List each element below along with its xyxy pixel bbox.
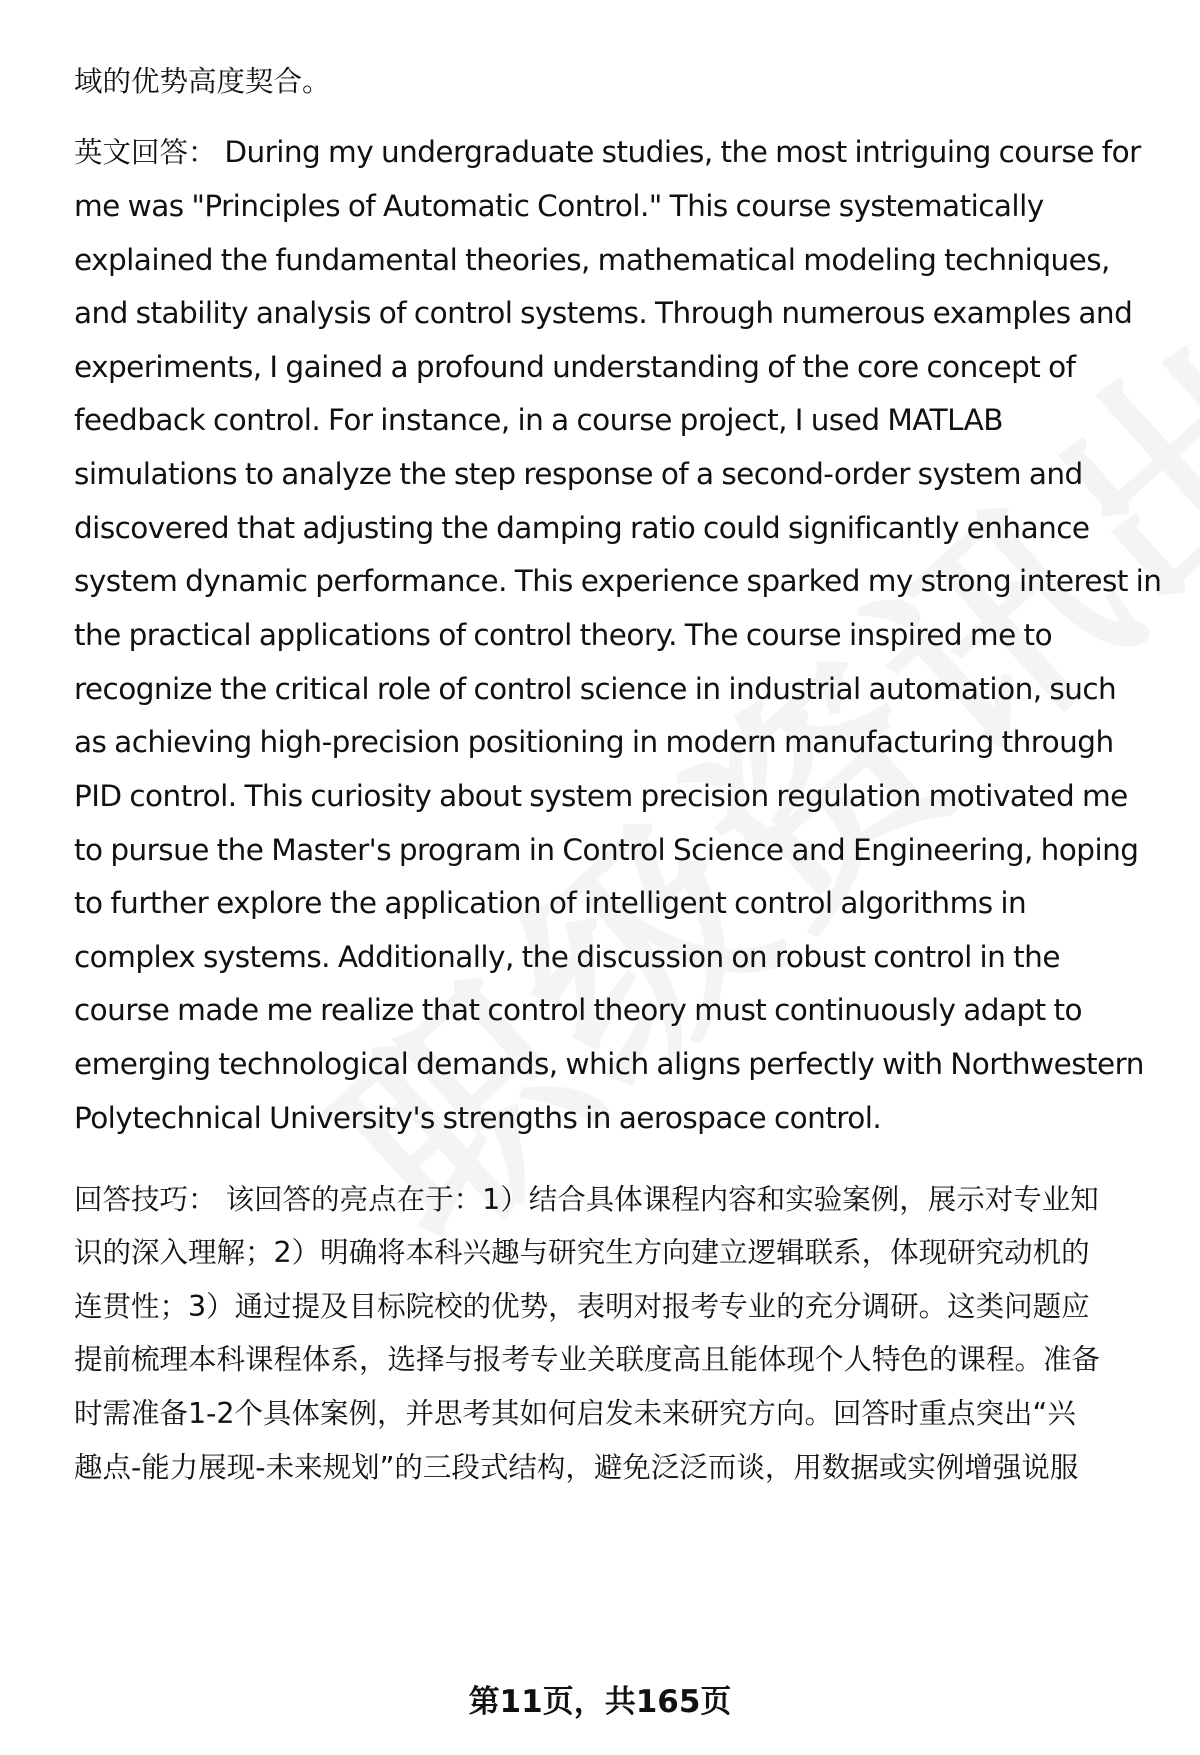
english-answer-line: simulations to analyze the step response of a second-order system and xyxy=(74,457,1083,491)
english-answer-line: system dynamic performance. This experience sparked my strong interest in xyxy=(74,564,1162,598)
english-answer-line: Polytechnical University's strengths in aerospace control. xyxy=(74,1101,882,1135)
english-answer-line: discovered that adjusting the damping ratio could significantly enhance xyxy=(74,511,1090,545)
tips-line: 时需准备1-2个具体案例，并思考其如何启发未来研究方向。回答时重点突出“兴 xyxy=(74,1397,1076,1430)
english-answer-line: recognize the critical role of control science in industrial automation, such xyxy=(74,672,1117,706)
english-answer-line: me was "Principles of Automatic Control." This course systematically xyxy=(74,189,1044,223)
tips-line: 提前梳理本科课程体系，选择与报考专业关联度高且能体现个人特色的课程。准备 xyxy=(74,1343,1101,1376)
english-answer-line: and stability analysis of control systems. Through numerous examples and xyxy=(74,296,1133,330)
tips-line: 连贯性；3）通过提及目标院校的优势，表明对报考专业的充分调研。这类问题应 xyxy=(74,1290,1090,1323)
tips-label: 回答技巧： xyxy=(74,1183,217,1216)
tips-line: 趣点-能力展现-未来规划”的三段式结构，避免泛泛而谈，用数据或实例增强说服 xyxy=(74,1451,1079,1484)
english-answer-line: emerging technological demands, which aligns perfectly with Northwestern xyxy=(74,1047,1144,1081)
english-answer-line: feedback control. For instance, in a course project, I used MATLAB xyxy=(74,403,1003,437)
english-answer-line: course made me realize that control theory must continuously adapt to xyxy=(74,993,1083,1027)
english-answer-line: the practical applications of control theory. The course inspired me to xyxy=(74,618,1053,652)
continuation-line: 域的优势高度契合。 xyxy=(74,65,331,98)
page-number-footer: 第11页，共165页 xyxy=(468,1684,732,1720)
english-answer-line: to further explore the application of intelligent control algorithms in xyxy=(74,886,1027,920)
english-answer-line: explained the fundamental theories, mathematical modeling techniques, xyxy=(74,243,1110,277)
english-answer-line: complex systems. Additionally, the discussion on robust control in the xyxy=(74,940,1060,974)
english-answer-line: to pursue the Master's program in Control Science and Engineering, hoping xyxy=(74,833,1139,867)
tips-line: 回答技巧： 该回答的亮点在于：1）结合具体课程内容和实验案例，展示对专业知 xyxy=(74,1183,1099,1216)
english-answer-line: PID control. This curiosity about system precision regulation motivated me xyxy=(74,779,1128,813)
tips-line: 识的深入理解；2）明确将本科兴趣与研究生方向建立逻辑联系，体现研究动机的 xyxy=(74,1236,1090,1269)
english-answer-line: as achieving high-precision positioning in modern manufacturing through xyxy=(74,725,1114,759)
english-answer-label: 英文回答： xyxy=(74,136,217,169)
english-answer-line: experiments, I gained a profound understanding of the core concept of xyxy=(74,350,1076,384)
english-answer-line: 英文回答： During my undergraduate studies, the most intriguing course for xyxy=(74,135,1141,169)
